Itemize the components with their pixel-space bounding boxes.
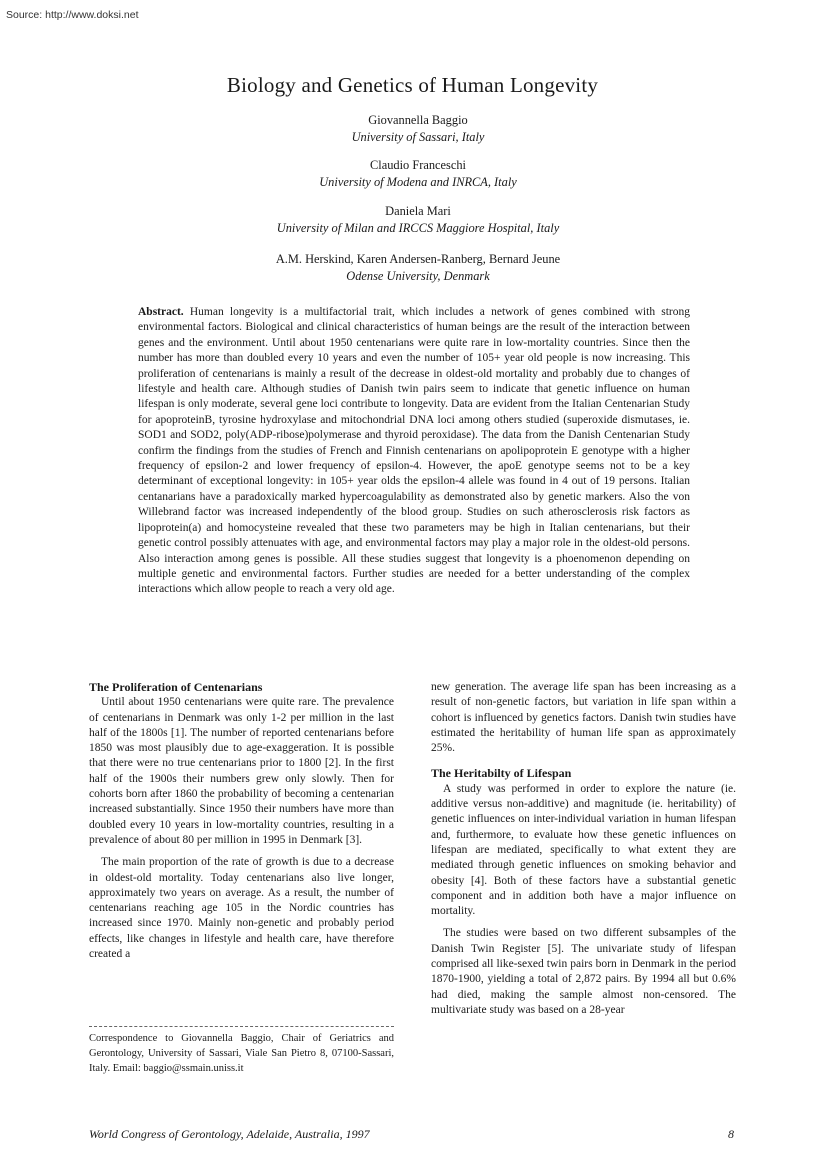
author-name: Daniela Mari <box>385 204 451 218</box>
author-affiliation: University of Milan and IRCCS Maggiore Hospital, Italy <box>276 221 560 235</box>
author-affiliation: University of Modena and INRCA, Italy <box>319 175 517 189</box>
correspondence-footnote: Correspondence to Giovannella Baggio, Chair of Geriatrics and Gerontology, University of Sassari, Viale San Pietro 8, 07100-Sassari, Italy. Email: baggio@ssmain.uniss.it <box>89 1033 394 1074</box>
right-column <box>431 680 736 1025</box>
paragraph: The main proportion of the rate of growth is due to a decrease in oldest-old mortality. Today centenarians also live longer, approximately two years on average. As a result, the number of centenarians reaching age 105 in the Nordic countries has increased since 1970. Mainly non-genetic and probably period effects, like changes in lifestyle and health care, have therefore created a <box>89 856 394 961</box>
author-affiliation: Odense University, Denmark <box>346 269 490 283</box>
author-name: A.M. Herskind, Karen Andersen-Ranberg, Bernard Jeune <box>275 252 561 266</box>
abstract-label: Abstract. <box>138 306 184 318</box>
author-name: Claudio Franceschi <box>369 158 466 172</box>
paper-title: Biology and Genetics of Human Longevity <box>226 73 599 97</box>
abstract-text: Human longevity is a multifactorial trait, which includes a network of genes combined with strong environmental factors. Biological and clinical characteristics of human beings are the result of the interaction between genes and the environment. Until about 1950 centenarians were quite rare in low-mortality countries. Since then the number has more than doubled every 10 years and even the number of 105+ year old people is now increasing. This proliferation of centenarians is mainly a result of the decrease in oldest-old mortality and probably due to changes of lifestyle and health care. Although studies of Danish twin pairs seem to indicate that genetic influence on human lifespan is only moderate, several gene loci contribute to longevity. Data are evident from the Italian Centenarian Study for apoproteinB, tyrosine hydroxylase and mitochondrial DNA loci among others studied (superoxide dismutases, ie. SOD1 and SOD2, poly(ADP-ribose)polymerase and thyroid peroxidase). The data from the Danish Centenarian Study confirm the findings from the studies of French and Finnish centenarians on apolipoprotein E genotype with a higher frequency of epsilon-2 and lower frequency of epsilon-4. However, the apoE genotype seems not to be a key determinant of exceptional longevity: in 105+ year olds the epsilon-4 allele was found in 4 out of 19 persons. Italian centanarians have a paradoxically marked hypercoagulability as demonstrated also by genetic markers. Also the von Willebrand factor was increased independently of the blood group. Studies on such atherosclerosis risk factors as lipoprotein(a) and homocysteine revealed that these two parameters may be high in Italian centenarians, but their genetic control possibly attenuates with age, and environmental factors may play a major role in the oldest-old persons. Also interaction among genes is possible. All these studies suggest that longevity is a phoenomenon depending on multiple genetic and environmental factors. Further studies are needed for a better understanding of the complex interactions which allow people to reach a very old age. <box>138 306 690 596</box>
author-name: Giovannella Baggio <box>368 113 468 127</box>
section-heading-heritability: The Heritabilty of Lifespan <box>431 766 572 781</box>
left-column <box>89 680 394 969</box>
author-block-2 <box>0 157 825 191</box>
source-url: Source: http://www.doksi.net <box>6 9 139 21</box>
footer-conference: World Congress of Gerontology, Adelaide, Australia, 1997 <box>89 1127 370 1141</box>
page-number: 8 <box>728 1127 734 1141</box>
paragraph-continuation: new generation. The average life span has been increasing as a result of non-genetic factors, but variation in life span within a cohort is influenced by genetics factors. Danish twin studies have estimated the heritability of human life span as approximately 25%. <box>431 681 736 755</box>
paragraph: Until about 1950 centenarians were quite rare. The prevalence of centenarians in Denmark was only 1-2 per million in the last half of the 1800s [1]. The number of reported centenarians before 1850 was most plausibly due to age-exaggeration. It is possible that there were no true centenarians prior to 1800 [2]. In the first half of the 1900s their numbers grew only slowly. Then for cohorts born after 1860 the probability of becoming a centenarian increased substantially. Since 1950 their numbers have more than doubled every 10 years in low-mortality countries, resulting in a prevalence of about 80 per million in 1995 in Denmark [3]. <box>89 696 394 846</box>
abstract <box>138 305 690 598</box>
section-heading-proliferation: The Proliferation of Centenarians <box>89 680 263 694</box>
author-affiliation: University of Sassari, Italy <box>351 130 485 144</box>
paragraph: The studies were based on two different subsamples of the Danish Twin Register [5]. The univariate study of lifespan comprised all like-sexed twin pairs born in Denmark in the period 1870-1900, yielding a total of 2,872 pairs. By 1994 all but 0.6% had died, making the sample almost non-censored. The multivariate study was based on a 28-year <box>431 927 736 1016</box>
author-block-3 <box>0 203 825 237</box>
footnote-divider <box>89 1026 394 1027</box>
author-block-4 <box>0 251 825 285</box>
paragraph: A study was performed in order to explore the nature (ie. additive versus non-additive) and magnitude (ie. heritability) of genetic influences on inter-individual variation in human lifespan and, furthermore, to evaluate how these genetic influences on lifespan are mediated, specifically to what extent they are mediated through genetic influences on smoking behavior and obesity [4]. Both of these factors have a substantial genetic component and in addition both have a major influence on mortality. <box>431 782 736 918</box>
author-block-1 <box>0 112 825 146</box>
